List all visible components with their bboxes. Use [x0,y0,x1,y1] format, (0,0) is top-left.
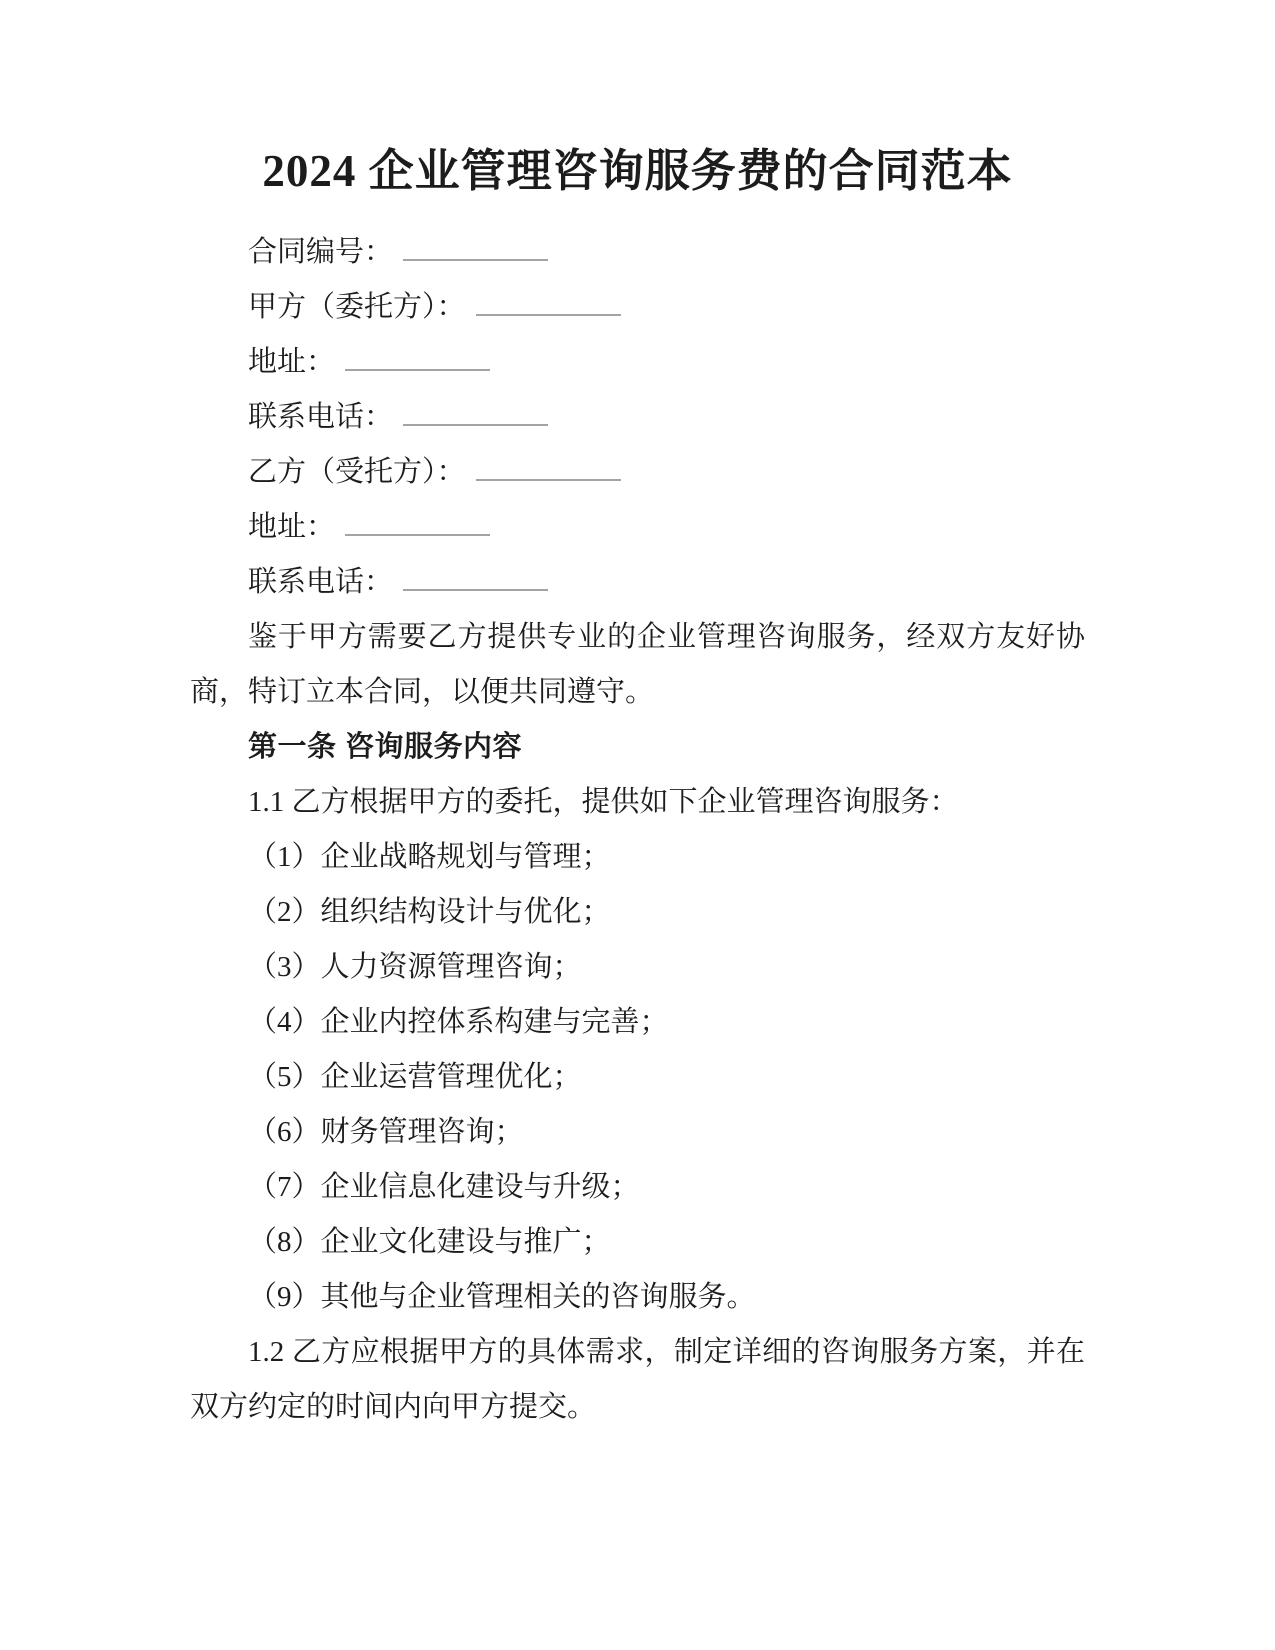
blank-line [345,505,490,536]
blank-line [403,560,548,591]
field-contract-number [190,225,1085,280]
blank-line [403,230,548,261]
list-item: （4）企业内控体系构建与完善； [248,1006,669,1038]
list-item: （3）人力资源管理咨询； [248,951,582,983]
document-title: 2024 企业管理咨询服务费的合同范本 [262,146,1013,196]
field-contract-number-label: 合同编号： [248,236,394,268]
list-item: （2）组织结构设计与优化； [248,896,611,928]
blank-line [476,450,621,481]
clause-1-1: 1.1 乙方根据甲方的委托，提供如下企业管理咨询服务： [248,786,959,818]
section-1-heading: 第一条 咨询服务内容 [248,731,523,763]
blank-line [403,395,548,426]
list-item: （7）企业信息化建设与升级； [248,1171,640,1203]
field-party-a-address-label: 地址： [248,346,336,378]
field-party-b-address [190,500,1085,555]
blank-line [476,285,621,316]
field-party-b-label: 乙方（受托方）： [248,456,466,488]
clause-1-2: 1.2 乙方应根据甲方的具体需求，制定详细的咨询服务方案，并在双方约定的时间内向甲方提交。 [190,1336,1085,1423]
field-party-a-phone [190,390,1085,445]
list-item: （9）其他与企业管理相关的咨询服务。 [248,1281,756,1313]
preamble-paragraph: 鉴于甲方需要乙方提供专业的企业管理咨询服务，经双方友好协商，特订立本合同，以便共同遵守。 [190,621,1085,708]
field-party-a [190,280,1085,335]
list-item: （5）企业运营管理优化； [248,1061,582,1093]
field-party-a-phone-label: 联系电话： [248,401,394,433]
field-party-a-label: 甲方（委托方）： [248,291,466,323]
list-item: （8）企业文化建设与推广； [248,1226,611,1258]
field-party-b-address-label: 地址： [248,511,336,543]
list-item: （1）企业战略规划与管理； [248,841,611,873]
field-party-a-address [190,335,1085,390]
field-party-b-phone [190,555,1085,610]
blank-line [345,340,490,371]
field-party-b-phone-label: 联系电话： [248,566,394,598]
list-item: （6）财务管理咨询； [248,1116,524,1148]
field-party-b [190,445,1085,500]
